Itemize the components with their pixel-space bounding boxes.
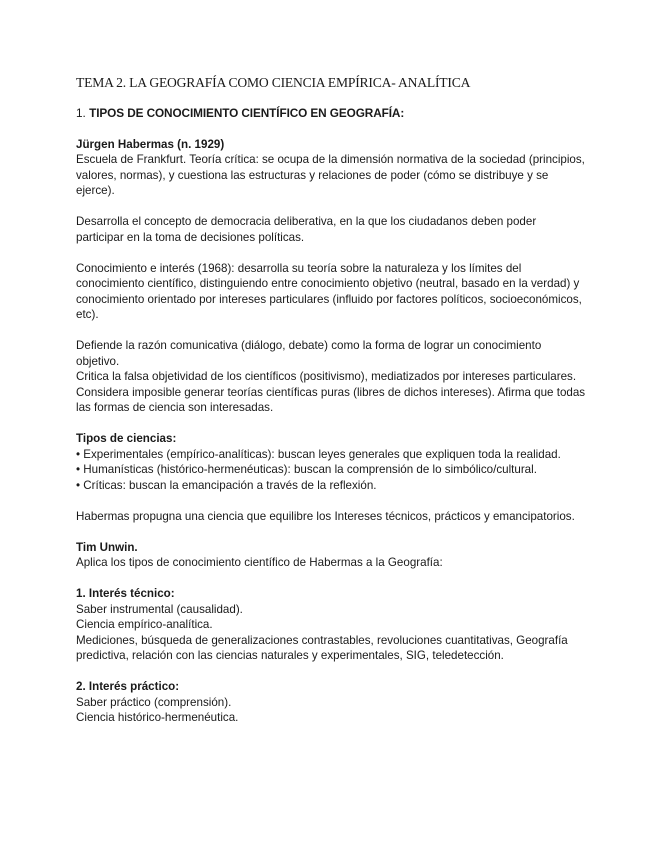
interes-practico-line: Saber práctico (comprensión). [76, 695, 232, 709]
habermas-paragraph-1: Escuela de Frankfurt. Teoría crítica: se ocupa de la dimensión normativa de la sociedad (principios, valores, normas), y cuestiona las estructuras y relaciones de poder (cómo se distribuye y se ejerce). [76, 153, 585, 197]
document-title: TEMA 2. LA GEOGRAFÍA COMO CIENCIA EMPÍRICA- ANALÍTICA [76, 75, 471, 90]
interes-tecnico-line: Mediciones, búsqueda de generalizaciones contrastables, revoluciones cuantitativas, Geografía predictiva, relación con las ciencias naturales y experimentales, SIG, teledetección. [76, 633, 568, 662]
section-heading [76, 106, 586, 122]
interes-practico-heading: 2. Interés práctico: [76, 680, 180, 693]
interes-tecnico-line: Ciencia empírico-analítica. [76, 618, 213, 631]
tipos-heading: Tipos de ciencias: [76, 432, 177, 445]
tipos-closing: Habermas propugna una ciencia que equilibre los Intereses técnicos, prácticos y emancipatorios. [76, 509, 575, 523]
section-title: TIPOS DE CONOCIMIENTO CIENTÍFICO EN GEOGRAFÍA: [89, 106, 405, 120]
document-content [76, 74, 586, 726]
habermas-paragraph-4b: Critica la falsa objetividad de los científicos (positivismo), mediatizados por intereses particulares. [76, 370, 577, 383]
interes-tecnico-heading: 1. Interés técnico: [76, 587, 175, 600]
section-number: 1. [76, 106, 90, 120]
tipos-item: • Críticas: buscan la emancipación a través de la reflexión. [76, 478, 377, 492]
unwin-text: Aplica los tipos de conocimiento científico de Habermas a la Geografía: [76, 556, 443, 569]
unwin-heading: Tim Unwin. [76, 540, 138, 554]
tipos-item: • Experimentales (empírico-analíticas): buscan leyes generales que expliquen toda la realidad. [76, 447, 561, 461]
habermas-paragraph-4a: Defiende la razón comunicativa (diálogo, debate) como la forma de lograr un conocimiento objetivo. [76, 339, 542, 368]
habermas-paragraph-4c: Considera imposible generar teorías científicas puras (libres de dichos intereses). Afirma que todas las formas de ciencia son interesadas. [76, 385, 586, 414]
tipos-item: • Humanísticas (histórico-hermenéuticas): buscan la comprensión de lo simbólico/cultural. [76, 463, 537, 476]
habermas-paragraph-2: Desarrolla el concepto de democracia deliberativa, en la que los ciudadanos deben poder participar en la toma de decisiones políticas. [76, 215, 537, 244]
habermas-paragraph-3: Conocimiento e interés (1968): desarrolla su teoría sobre la naturaleza y los límites del conocimiento científico, distinguiendo entre conocimiento objetivo (neutral, basado en la verdad) y conocimiento orientado por intereses particulares (influido por factores políticos, socioeconómicos, etc). [76, 261, 582, 321]
habermas-heading: Jürgen Habermas (n. 1929) [76, 137, 225, 151]
interes-tecnico-line: Saber instrumental (causalidad). [76, 602, 243, 616]
interes-practico-line: Ciencia histórico-hermenéutica. [76, 711, 239, 724]
